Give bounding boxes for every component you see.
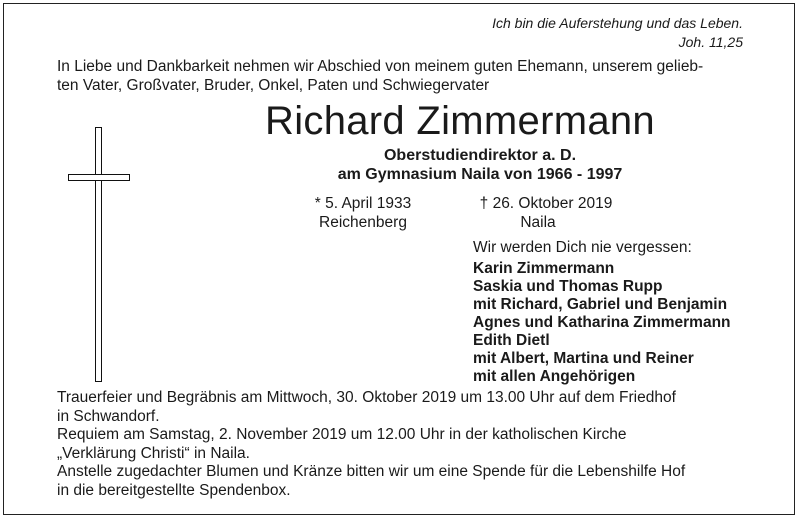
mourner-name: mit Albert, Martina und Reiner	[473, 350, 694, 367]
birth-place: Reichenberg	[319, 214, 407, 231]
birth-date: * 5. April 1933	[314, 195, 412, 212]
notice-line: Anstelle zugedachter Blumen und Kränze bitten wir um eine Spende für die Lebenshilfe Hof	[57, 463, 686, 480]
mourner-name: Karin Zimmermann	[473, 260, 615, 277]
intro-text	[57, 57, 703, 95]
deceased-title-school: am Gymnasium Naila von 1966 - 1997	[337, 166, 623, 183]
deceased-title: Oberstudiendirektor a. D.	[383, 147, 577, 164]
intro-line: ten Vater, Großvater, Bruder, Onkel, Paten und Schwiegervater	[57, 77, 490, 94]
mourners-heading: Wir werden Dich nie vergessen:	[473, 239, 692, 256]
death-place: Naila	[520, 214, 556, 231]
notice-line: Trauerfeier und Begräbnis am Mittwoch, 30. Oktober 2019 um 13.00 Uhr auf dem Friedhof	[57, 389, 676, 406]
bible-quote: Ich bin die Auferstehung und das Leben.	[492, 15, 743, 31]
intro-line: In Liebe und Dankbarkeit nehmen wir Abschied von meinem guten Ehemann, unserem gelieb-	[57, 58, 704, 75]
mourner-name: mit allen Angehörigen	[473, 368, 636, 385]
notice-line: in Schwandorf.	[57, 407, 160, 425]
mourner-name: mit Richard, Gabriel und Benjamin	[473, 296, 728, 313]
mourner-name: Saskia und Thomas Rupp	[473, 278, 663, 295]
death-date: † 26. Oktober 2019	[479, 195, 613, 212]
notice-line: „Verklärung Christi“ in Naila.	[57, 444, 250, 462]
mourner-name: Edith Dietl	[473, 332, 550, 349]
deceased-name: Richard Zimmermann	[265, 99, 655, 143]
mourner-name: Agnes und Katharina Zimmermann	[473, 314, 731, 331]
bible-reference: Joh. 11,25	[678, 34, 743, 50]
notice-line: Requiem am Samstag, 2. November 2019 um 12.00 Uhr in der katholischen Kirche	[57, 426, 627, 443]
cross-icon	[95, 127, 102, 382]
notice-line: in die bereitgestellte Spendenbox.	[57, 481, 291, 499]
funeral-notice	[57, 389, 685, 500]
cross-icon-joint	[96, 175, 101, 180]
